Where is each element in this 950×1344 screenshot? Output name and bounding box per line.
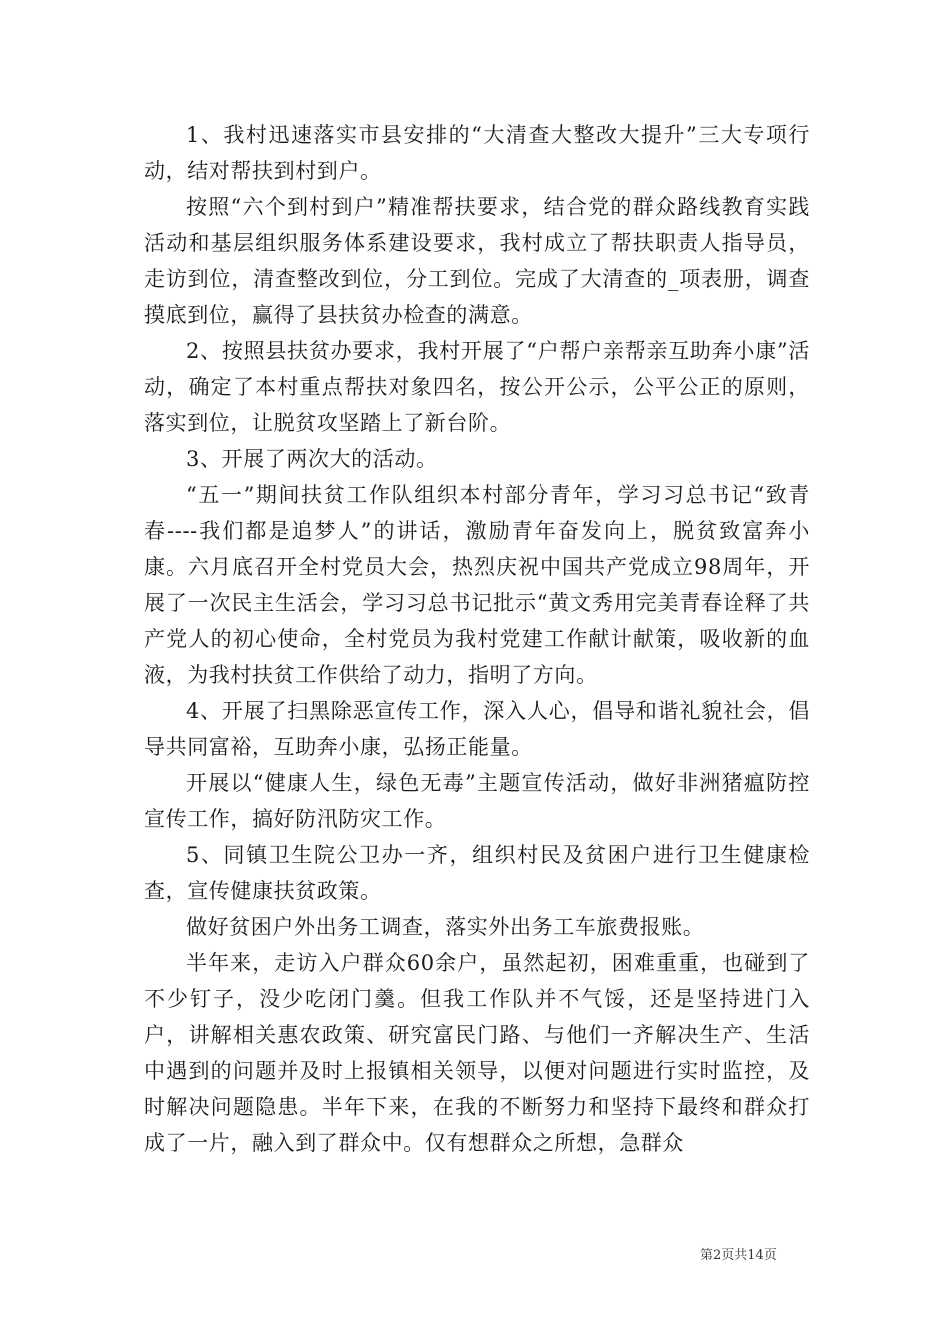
paragraph-9: 做好贫困户外出务工调查，落实外出务工车旅费报账。	[186, 915, 705, 939]
paragraph-8: 5、同镇卫生院公卫办一齐，组织村民及贫困户进行卫生健康检查，宣传健康扶贫政策。	[144, 843, 810, 903]
paragraph-10: 半年来，走访入户群众60余户，虽然起初，困难重重，也碰到了不少钉子，没少吃闭门羹。但我工作队并不气馁，还是坚持进门入户，讲解相关惠农政策、研究富民门路、与他们一齐解决生产、生活中遇到的问题并及时上报镇相关领导，以便对问题进行实时监控，及时解决问题隐患。半年下来，在我的不断努力和坚持下最终和群众打成了一片，融入到了群众中。仅有想群众之所想，急群众	[144, 951, 810, 1155]
paragraph-2: 按照“六个到村到户”精准帮扶要求，结合党的群众路线教育实践活动和基层组织服务体系建设要求，我村成立了帮扶职责人指导员，走访到位，清查整改到位，分工到位。完成了大清查的_项表册，调查摸底到位，赢得了县扶贫办检查的满意。	[144, 195, 810, 327]
paragraph-6: 4、开展了扫黑除恶宣传工作，深入人心，倡导和谐礼貌社会，倡导共同富裕，互助奔小康，弘扬正能量。	[144, 699, 810, 759]
paragraph-1: 1、我村迅速落实市县安排的“大清查大整改大提升”三大专项行动，结对帮扶到村到户。	[144, 123, 810, 183]
document-body	[144, 117, 810, 1161]
paragraph-7: 开展以“健康人生，绿色无毒”主题宣传活动，做好非洲猪瘟防控宣传工作，搞好防汛防灾工作。	[144, 771, 810, 831]
page-number-footer: 第2页共14页	[700, 1248, 777, 1263]
paragraph-4: 3、开展了两次大的活动。	[186, 447, 438, 471]
paragraph-5: “五一”期间扶贫工作队组织本村部分青年，学习习总书记“致青春----我们都是追梦人”的讲话，激励青年奋发向上，脱贫致富奔小康。六月底召开全村党员大会，热烈庆祝中国共产党成立98周年，开展了一次民主生活会，学习习总书记批示“黄文秀用完美青春诠释了共产党人的初心使命，全村党员为我村党建工作献计献策，吸收新的血液，为我村扶贫工作供给了动力，指明了方向。	[144, 483, 810, 687]
paragraph-3: 2、按照县扶贫办要求，我村开展了“户帮户亲帮亲互助奔小康”活动，确定了本村重点帮扶对象四名，按公开公示，公平公正的原则，落实到位，让脱贫攻坚踏上了新台阶。	[144, 339, 810, 435]
